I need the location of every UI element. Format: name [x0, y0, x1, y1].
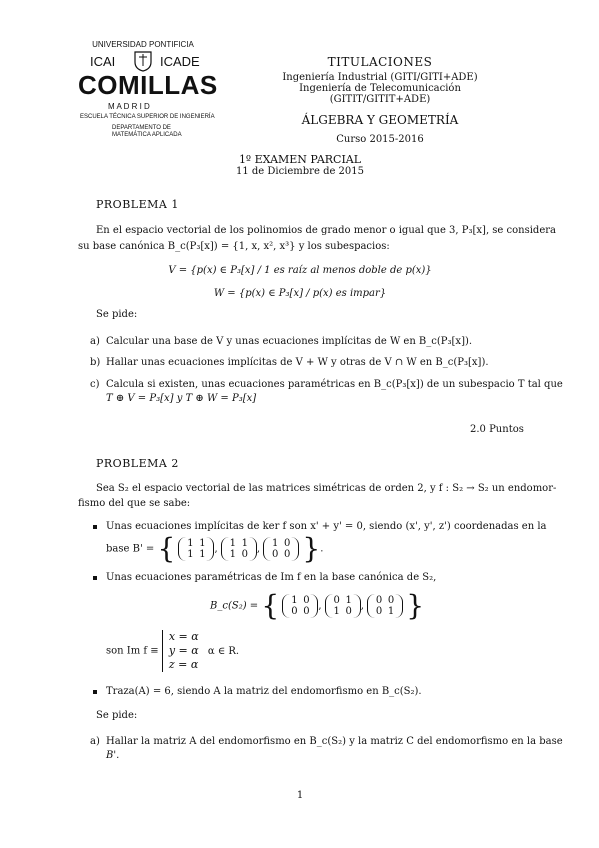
base-matrix-2: 1 1 1 0: [221, 537, 257, 561]
p2-heading: PROBLEMA 2: [96, 457, 179, 470]
logo-arc-text: UNIVERSIDAD PONTIFICIA: [92, 40, 194, 49]
logo-school: ESCUELA TÉCNICA SUPERIOR DE INGENIERÍA: [80, 114, 215, 120]
logo-city: M A D R I D: [108, 102, 150, 111]
logo-dept1: DEPARTAMENTO DE: [112, 125, 171, 131]
p1-b-text: Hallar unas ecuaciones implícitas de V + W y otras de V ∩ W en B_c(P₃[x]).: [106, 357, 489, 368]
p1-a-text: Calcular una base de V y unas ecuaciones implícitas de W en B_c(P₃[x]).: [106, 336, 473, 347]
p2-base-label: base B' =: [106, 543, 155, 555]
p1-c-label: c): [90, 379, 100, 390]
bullet-icon: [93, 576, 97, 580]
p2-bc-label: B_c(S₂) =: [210, 600, 259, 612]
p1-heading: PROBLEMA 1: [96, 198, 179, 211]
p2-param-system: [106, 630, 239, 672]
p1-eq-w: W = {p(x) ∈ P₃[x] / p(x) es impar}: [213, 288, 387, 299]
p2-a-label: a): [90, 736, 100, 747]
p1-eq-v: V = {p(x) ∈ P₃[x] / 1 es raíz al menos doble de p(x)}: [168, 265, 432, 276]
p2-intro2: fismo del que se sabe:: [78, 498, 191, 509]
p1-a-label: a): [90, 336, 100, 347]
p2-bullet1-line1: Unas ecuaciones implícitas de ker f son x' + y' = 0, siendo (x', y', z') coordenadas en la: [106, 521, 547, 532]
header-subject: ÁLGEBRA Y GEOMETRÍA: [301, 113, 459, 127]
p2-bullet2-line1: Unas ecuaciones paramétricas de Im f en la base canónica de S₂,: [106, 572, 437, 583]
base-matrix-1: 1 1 1 1: [178, 537, 214, 561]
p2-son-label: son Im f ≡: [106, 645, 159, 657]
bullet-icon: [93, 525, 97, 529]
p2-bc-equation: B_c(S₂) = { 1 0 0 0 , 0 1 1 0 , 0 0 0 1 }: [210, 589, 425, 622]
left-brace: {: [261, 589, 280, 622]
crest-icon: [133, 50, 153, 72]
param-system: [162, 630, 199, 672]
p2-alpha: α ∈ R.: [207, 645, 240, 657]
logo-icai: ICAI: [90, 54, 116, 69]
canonical-matrix-3: 0 0 0 1: [367, 594, 403, 618]
sys-eq-y: y = α: [168, 644, 199, 657]
header-line2: Ingeniería de Telecomunicación (GITIT/GITIT+ADE): [299, 83, 461, 105]
p1-se-pide: Se pide:: [96, 309, 138, 320]
header-course: Curso 2015-2016: [336, 134, 424, 145]
base-matrix-3: 1 0 0 0: [263, 537, 299, 561]
p2-a-text1: Hallar la matriz A del endomorfismo en B_c(S₂) y la matriz C del endomorfismo en la base: [106, 736, 563, 747]
header-title: TITULACIONES: [327, 55, 433, 69]
canonical-matrix-1: 1 0 0 0: [282, 594, 318, 618]
sys-eq-x: x = α: [168, 630, 199, 643]
p2-bullet3: Traza(A) = 6, siendo A la matriz del endomorfismo en B_c(S₂).: [106, 686, 422, 697]
logo-icade: ICADE: [160, 54, 200, 69]
right-brace: }: [406, 589, 425, 622]
p1-b-label: b): [90, 357, 101, 368]
logo-name: COMILLAS: [78, 70, 218, 100]
p1-points: 2.0 Puntos: [470, 424, 524, 435]
p1-intro1: En el espacio vectorial de los polinomios de grado menor o igual que 3, P₃[x], se considera: [96, 225, 556, 236]
p1-c-text1: Calcula si existen, unas ecuaciones paramétricas en B_c(P₃[x]) de un subespacio T tal que: [106, 379, 563, 390]
exam-date: 11 de Diciembre de 2015: [235, 166, 365, 177]
p2-a-text2: B'.: [106, 750, 120, 761]
logo-dept2: MATEMÁTICA APLICADA: [112, 132, 182, 138]
canonical-matrix-2: 0 1 1 0: [325, 594, 361, 618]
sys-eq-z: z = α: [168, 658, 199, 671]
p2-se-pide: Se pide:: [96, 710, 138, 721]
page-number: 1: [296, 790, 304, 801]
p1-intro2: su base canónica B_c(P₃[x]) = {1, x, x², x³} y los subespacios:: [78, 241, 390, 252]
university-logo: [78, 40, 238, 150]
p2-bullet1-base: base B' = { 1 1 1 1 , 1 1 1 0 , 1 0 0 0 }.: [106, 532, 324, 565]
p2-intro1: Sea S₂ el espacio vectorial de las matrices simétricas de orden 2, y f : S₂ → S₂ un endomor-: [96, 483, 557, 494]
left-brace: {: [157, 532, 176, 565]
right-brace: }: [302, 532, 321, 565]
header-line1: Ingeniería Industrial (GITI/GITI+ADE): [282, 72, 478, 83]
bullet-icon: [93, 690, 97, 694]
exam-title: 1º EXAMEN PARCIAL: [238, 153, 362, 166]
p1-c-text2: T ⊕ V = P₃[x] y T ⊕ W = P₃[x]: [106, 393, 257, 404]
